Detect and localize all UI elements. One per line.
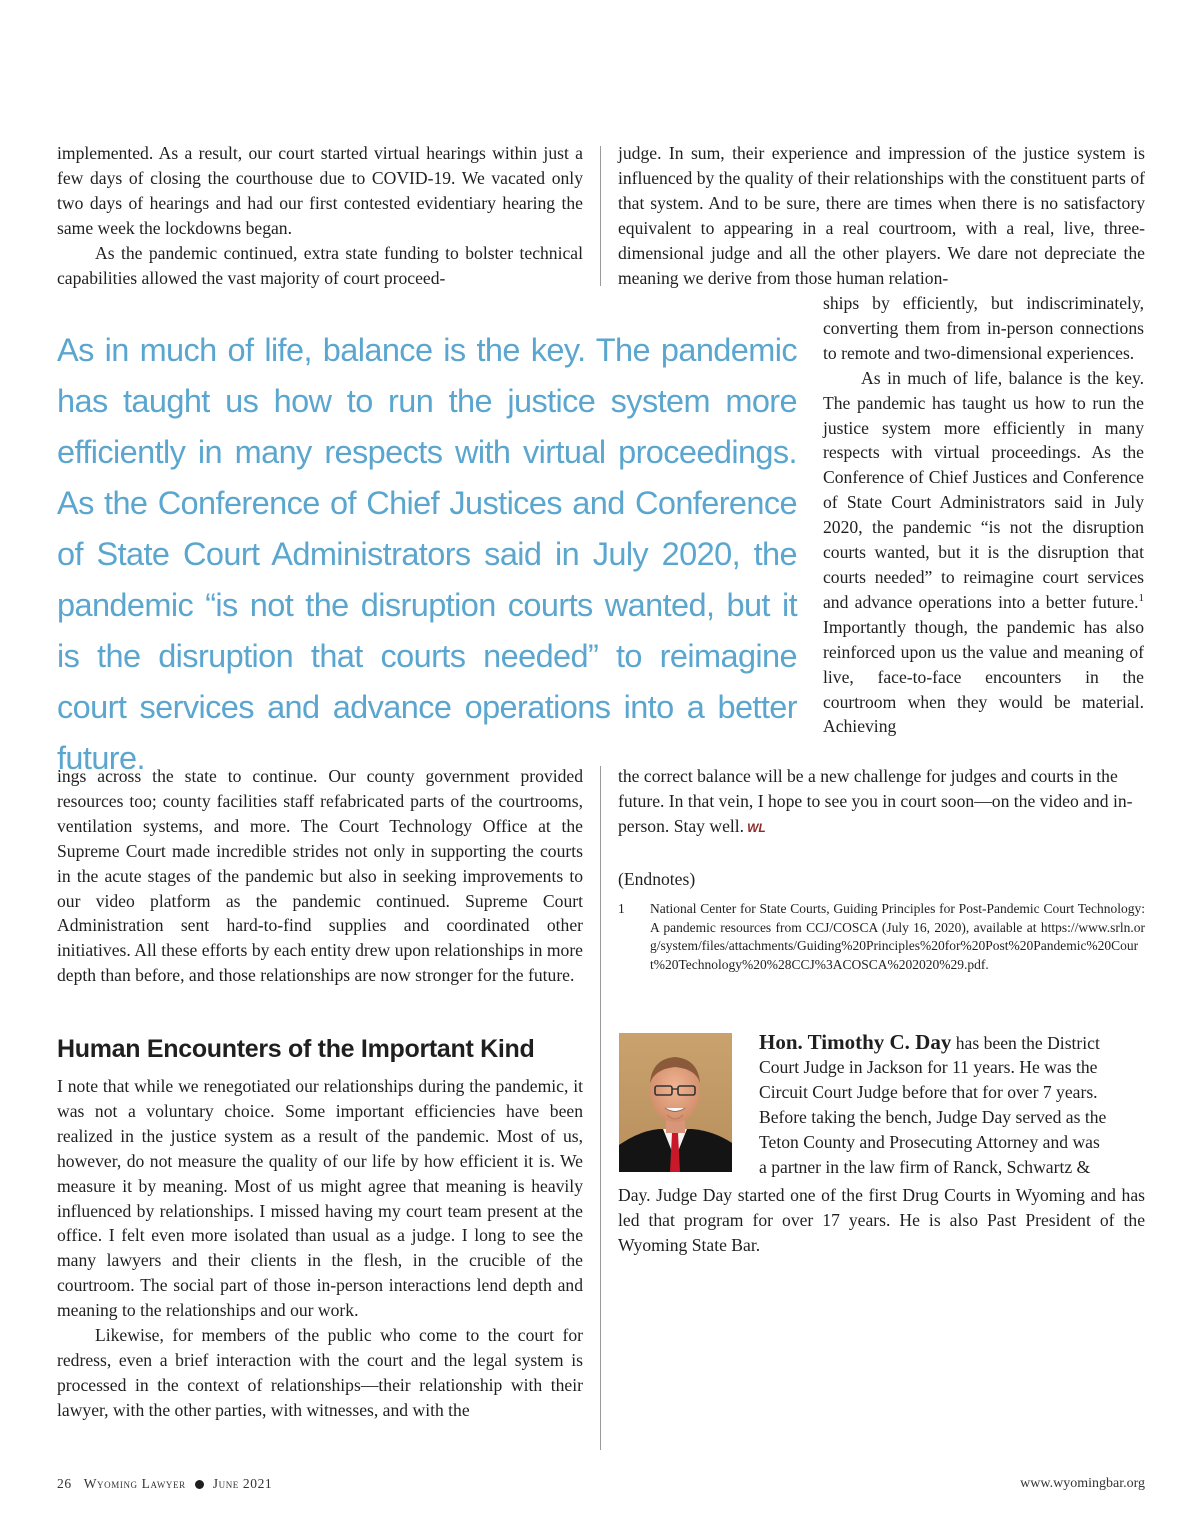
bio-line: Circuit Court Judge before that for over 7 years. — [759, 1081, 1098, 1102]
endnote-item — [618, 900, 1145, 975]
website-link[interactable]: www.wyomingbar.org — [1020, 1476, 1145, 1491]
right-column-top — [618, 141, 1145, 290]
paragraph-text: Importantly though, the pandemic has also reinforced upon us the value and meaning of live, face-to-face encounters in the courtroom when they would be material. Achieving — [823, 616, 1144, 737]
paragraph: Day. Judge Day started one of the first Drug Courts in Wyoming and has led that program for over 17 years. He is also Past President of the Wyoming State Bar. — [618, 1185, 1145, 1255]
left-column-bottom — [57, 1074, 583, 1423]
paragraph: Likewise, for members of the public who come to the court for redress, even a brief interaction with the court and the legal system is processed in the context of relationships—their relationship with their lawyer, with the other parties, with witnesses, and with the — [57, 1325, 583, 1420]
bullet-icon — [195, 1480, 204, 1489]
paragraph — [823, 366, 1144, 740]
author-photo — [619, 1033, 732, 1172]
paragraph: I note that while we renegotiated our relationships during the pandemic, it was not a voluntary choice. Some important efficiencies have been realized in the justice system as a result of the pandemic. Most of us, however, do not measure the quality of our life by how efficient it is. We measure it by meaning. Most of us might agree that meaning is heavily influenced by relationships. I missed having my court team present at the office. I felt even more isolated than usual as a judge. I long to see the many lawyers and their clients in the flesh, in the crucible of the courtroom. The social part of those in-person interactions lend depth and meaning to the relationships and our work. — [57, 1076, 583, 1321]
section-heading: Human Encounters of the Important Kind — [57, 1035, 535, 1063]
issue-date: June 2021 — [212, 1476, 273, 1491]
right-column-narrow — [823, 291, 1144, 739]
paragraph-text: As in much of life, balance is the key. The pandemic has taught us how to run the justice system more efficiently in many respects with virtual proceedings. As the Conference of Chief Justices and Conference of State Court Administrators said in July 2020, the pandemic “is not the disruption courts wanted, but it is the disruption that courts needed” to reimagine court services and advance operations into a better future. — [823, 367, 1144, 612]
paragraph: implemented. As a result, our court started virtual hearings within just a few days of closing the courthouse due to COVID-19. We vacated only two days of hearings and had our first contested evidentiary hearing the same week the lockdowns began. — [57, 143, 583, 238]
right-column-conclusion — [618, 764, 1145, 841]
wl-end-mark: WL — [747, 820, 766, 835]
bio-line: has been the District — [955, 1033, 1100, 1053]
author-bio-continued — [618, 1183, 1145, 1258]
paragraph: ings across the state to continue. Our county government provided resources too; county facilities staff refabricated parts of the courtrooms, ventilation systems, and more. The Court Technology Office at the Supreme Court made incredible strides not only in supporting the courts in the acute stages of the pandemic but also in seeking improvements to our video platform as the pandemic continued. Supreme Court Administration sent hard-to-find supplies and coordinated other initiatives. All these efforts by each entity drew upon relationships in more depth than before, and those relationships are now stronger for the future. — [57, 766, 583, 986]
author-name: Hon. Timothy C. Day — [759, 1030, 952, 1054]
bio-line: a partner in the law firm of Ranck, Schwartz & — [759, 1156, 1091, 1177]
column-rule-top — [600, 146, 601, 286]
bio-line: Before taking the bench, Judge Day served as the — [759, 1106, 1107, 1127]
author-bio — [759, 1030, 1145, 1179]
bio-first-line — [759, 1030, 1145, 1056]
bio-line: Court Judge in Jackson for 11 years. He was the — [759, 1056, 1098, 1077]
left-column-top — [57, 141, 583, 290]
left-column-middle — [57, 764, 583, 988]
paragraph: ships by efficiently, but indiscriminately, converting them from in-person connections to remote and two-dimensional experiences. — [823, 293, 1144, 363]
paragraph: judge. In sum, their experience and impression of the justice system is influenced by the quality of their relationships with the constituent parts of that system. And to be sure, there are times when there is no satisfactory equivalent to appearing in a real courtroom, with a real, live, three-dimensional judge and all the other players. We dare not depreciate the meaning we derive from those human relation- — [618, 143, 1145, 288]
paragraph-text: the correct balance will be a new challenge for judges and courts in the future. In that vein, I hope to see you in court soon—on the video and in-person. Stay well. — [618, 766, 1133, 836]
author-portrait-image — [619, 1033, 732, 1172]
paragraph: As the pandemic continued, extra state funding to bolster technical capabilities allowed the vast majority of court proceed- — [57, 242, 583, 288]
paragraph — [618, 764, 1145, 841]
column-rule-bottom — [600, 766, 601, 1450]
endnotes-heading: (Endnotes) — [618, 869, 696, 889]
page-footer-left — [57, 1476, 272, 1492]
bio-line: Teton County and Prosecuting Attorney and was — [759, 1131, 1100, 1152]
page-number: 26 — [57, 1476, 72, 1491]
publication-name: Wyoming Lawyer — [83, 1476, 186, 1491]
endnote-text[interactable]: National Center for State Courts, Guiding Principles for Post-Pandemic Court Technology: A pandemic resources from CCJ/COSCA (July 16, 2020), available at https://www.srln.org/system/files/attachments/Guiding%20Principles%20for%20Post%20Pandemic%20Court%20Technology%20%28CCJ%3ACOSCA%202020%29.pdf. — [650, 901, 1145, 973]
endnote-number: 1 — [618, 901, 625, 916]
pull-quote: As in much of life, balance is the key. The pandemic has taught us how to run the justice system more efficiently in many respects with virtual proceedings. As the Conference of Chief Justices and Conference of State Court Administrators said in July 2020, the pandemic “is not the disruption courts wanted, but it is the disruption that courts needed” to reimagine court services and advance operations into a better future. — [57, 332, 797, 776]
footnote-ref[interactable]: 1 — [1138, 592, 1144, 605]
